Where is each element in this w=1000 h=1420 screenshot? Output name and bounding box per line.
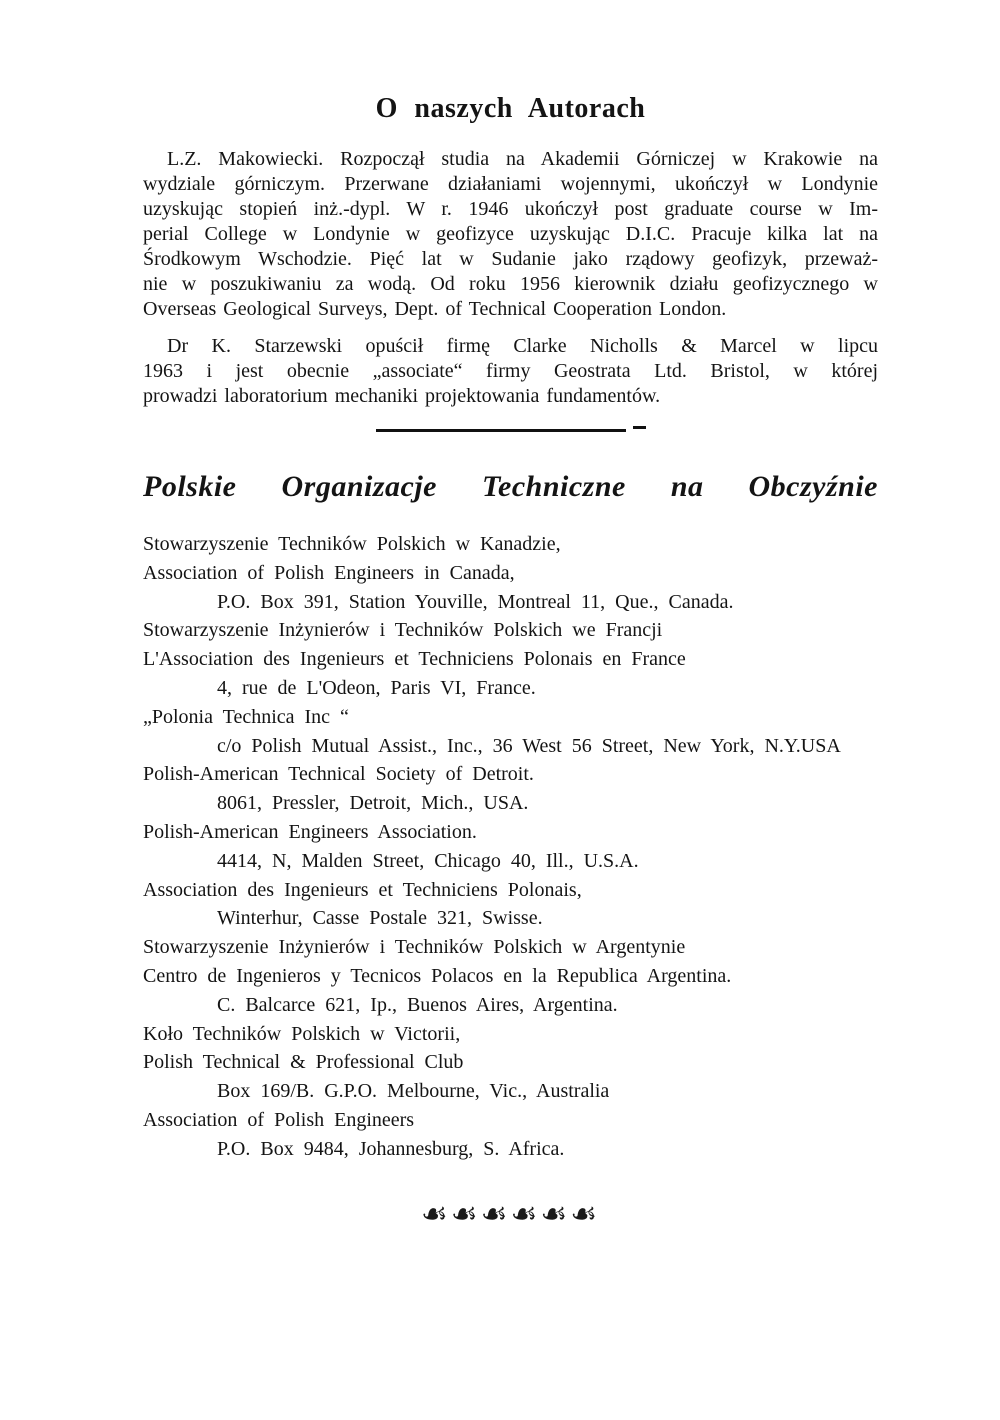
- paragraph-line: nie w poszukiwaniu za wodą. Od roku 1956 kierownik działu geofizycznego w: [143, 273, 878, 295]
- page-title: O naszych Autorach: [375, 93, 646, 124]
- organization-entry: [143, 1106, 878, 1164]
- organization-address: 4414, N, Malden Street, Chicago 40, Ill., U.S.A.: [217, 849, 639, 872]
- organization-entry: [143, 933, 878, 1019]
- organization-name: Association of Polish Engineers: [143, 1108, 415, 1131]
- organization-address: P.O. Box 9484, Johannesburg, S. Africa.: [217, 1137, 565, 1160]
- organization-address: Box 169/B. G.P.O. Melbourne, Vic., Australia: [217, 1080, 610, 1103]
- paragraph-line: perial College w Londynie w geofizyce uzyskując D.I.C. Pracuje kilka lat na: [143, 223, 878, 245]
- organization-name: L'Association des Ingenieurs et Techniciens Polonais en France: [143, 648, 686, 671]
- organization-name: Stowarzyszenie Inżynierów i Techników Polskich w Argentynie: [143, 936, 686, 959]
- organization-name: Koło Techników Polskich w Victorii,: [143, 1022, 461, 1045]
- organization-address: 8061, Pressler, Detroit, Mich., USA.: [217, 792, 529, 815]
- paragraph-line: 1963 i jest obecnie „associate“ firmy Geostrata Ltd. Bristol, w której: [143, 360, 878, 382]
- organization-address: 4, rue de L'Odeon, Paris VI, France.: [217, 676, 536, 699]
- organization-name: Polish-American Engineers Association.: [143, 820, 477, 843]
- organization-entry: [143, 703, 878, 761]
- organization-name: Stowarzyszenie Inżynierów i Techników Polskich we Francji: [143, 619, 663, 642]
- organization-address: C. Balcarce 621, Ip., Buenos Aires, Argentina.: [217, 993, 618, 1016]
- organization-name: Polish Technical & Professional Club: [143, 1051, 464, 1074]
- organization-name: „Polonia Technica Inc “: [143, 705, 349, 728]
- organization-name: Polish-American Technical Society of Detroit.: [143, 763, 534, 786]
- paragraph-line: uzyskując stopień inż.-dypl. W r. 1946 ukończył post graduate course w Im-: [143, 198, 878, 220]
- organization-entry: [143, 530, 878, 616]
- organization-address: c/o Polish Mutual Assist., Inc., 36 West 56 Street, New York, N.Y.USA: [217, 734, 841, 757]
- organization-entry: [143, 818, 878, 876]
- paragraph-line: L.Z. Makowiecki. Rozpoczął studia na Akademii Górniczej w Krakowie na: [167, 148, 878, 170]
- organization-address: Winterhur, Casse Postale 321, Swisse.: [217, 907, 543, 930]
- paragraph-line: Overseas Geological Surveys, Dept. of Technical Cooperation London.: [143, 298, 727, 320]
- organizations-list: [143, 530, 878, 1164]
- organization-name: Centro de Ingenieros y Tecnicos Polacos en la Republica Argentina.: [143, 964, 732, 987]
- divider-dash: [633, 426, 646, 429]
- organization-entry: [143, 1020, 878, 1106]
- divider-line: [376, 429, 626, 432]
- organization-entry: [143, 616, 878, 702]
- ornament-glyphs-icon: ☙☙☙☙☙☙: [420, 1196, 601, 1232]
- organization-entry: [143, 760, 878, 818]
- about-authors: [143, 147, 878, 409]
- paragraph-line: Dr K. Starzewski opuścił firmę Clarke Nicholls & Marcel w lipcu: [167, 335, 878, 357]
- section-divider: [143, 429, 878, 432]
- section-title: Polskie Organizacje Techniczne na Obczyźnie: [143, 470, 878, 503]
- organization-name: Association of Polish Engineers in Canada,: [143, 561, 515, 584]
- organization-name: Association des Ingenieurs et Techniciens Polonais,: [143, 878, 582, 901]
- bottom-ornament: [143, 1198, 878, 1232]
- organization-name: Stowarzyszenie Techników Polskich w Kanadzie,: [143, 533, 561, 555]
- author-paragraph: [143, 147, 878, 322]
- paragraph-line: wydziale górniczym. Przerwane działaniami wojennymi, ukończył w Londynie: [143, 173, 878, 195]
- organization-entry: [143, 876, 878, 934]
- author-paragraph: [143, 334, 878, 409]
- organization-address: P.O. Box 391, Station Youville, Montreal 11, Que., Canada.: [217, 590, 734, 613]
- paragraph-line: prowadzi laboratorium mechaniki projektowania fundamentów.: [143, 385, 661, 407]
- paragraph-line: Środkowym Wschodzie. Pięć lat w Sudanie jako rządowy geofizyk, przeważ-: [143, 248, 878, 270]
